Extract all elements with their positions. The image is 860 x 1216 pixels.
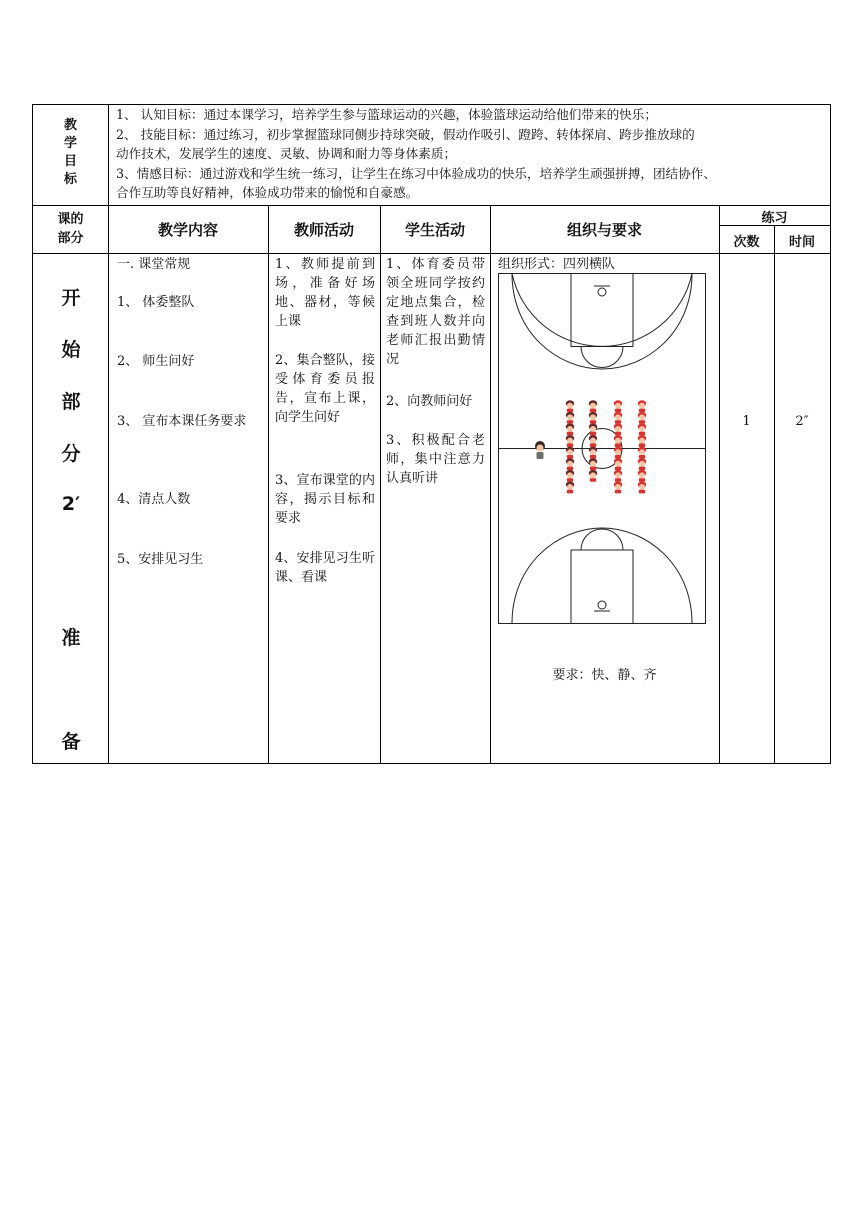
part-char: 备	[61, 731, 81, 753]
student-figure	[589, 458, 597, 470]
court-top-key	[571, 274, 633, 347]
student-figure	[566, 424, 574, 436]
header-teacher: 教师活动	[293, 221, 354, 239]
objectives-label-char: 教	[63, 118, 77, 133]
part-duration: 2′	[61, 493, 81, 515]
student-figure	[566, 458, 574, 470]
part-char: 分	[61, 443, 81, 465]
content-title: 一. 课堂常规	[117, 257, 191, 272]
header-part	[33, 210, 108, 248]
organization-requirement: 要求：快、静、齐	[552, 668, 657, 683]
student-figure	[566, 400, 574, 412]
student-figure	[589, 435, 597, 447]
student-figure	[589, 400, 597, 412]
student-figure	[589, 470, 597, 482]
teacher-activity: 4、安排见习生听课、看课	[275, 551, 375, 585]
student-figure	[614, 400, 622, 412]
court-top-basket	[598, 288, 606, 296]
basketball-court-diagram	[498, 273, 706, 624]
part-char: 准	[61, 627, 81, 649]
court-bottom-basket	[598, 601, 606, 609]
student-figure	[614, 424, 622, 436]
objective-line: 动作技术，发展学生的速度、灵敏、协调和耐力等身体素质；	[116, 146, 457, 161]
objectives-text	[116, 105, 828, 203]
student-figure	[638, 424, 646, 436]
part-char: 始	[61, 339, 81, 361]
objectives-label-char: 目	[63, 154, 77, 169]
col-divider	[268, 205, 269, 763]
student-figure	[638, 470, 646, 482]
content-item: 1、 体委整队	[117, 295, 195, 310]
objective-line: 3、情感目标：通过游戏和学生统一练习，让学生在练习中体验成功的快乐，培养学生顽强拼搏，团结协作、	[116, 165, 716, 181]
objective-line: 1、 认知目标：通过本课学习，培养学生参与篮球运动的兴趣，体验篮球运动给他们带来的快乐；	[116, 107, 657, 122]
student-formation	[566, 400, 646, 493]
court-bottom-ft-circle	[581, 529, 623, 550]
student-activity: 2、向教师问好	[386, 394, 473, 409]
header-duration: 时间	[788, 235, 815, 250]
student-figure	[589, 447, 597, 459]
lesson-plan-table	[32, 104, 831, 764]
content-item: 4、清点人数	[117, 492, 191, 507]
col-divider	[774, 225, 775, 763]
student-activity: 1、体育委员带领全班同学按约定地点集合，检查到班人数并向老师汇报出勤情况	[386, 257, 485, 367]
content-item: 3、 宣布本课任务要求	[117, 414, 247, 429]
student-activity: 3、积极配合老师，集中注意力认真听讲	[386, 433, 485, 486]
header-times: 次数	[733, 235, 760, 250]
court-top-three-arc	[512, 274, 692, 347]
content-item: 2、 师生问好	[117, 354, 195, 369]
student-figure	[566, 470, 574, 482]
row-divider	[33, 253, 830, 254]
student-figure	[614, 447, 622, 459]
content-item: 5、安排见习生	[117, 552, 204, 567]
student-figure	[638, 458, 646, 470]
student-figure	[614, 458, 622, 470]
objective-line: 2、 技能目标：通过练习，初步掌握篮球同侧步持球突破，假动作吸引、蹬跨、转体探肩、跨步推放球的	[116, 126, 695, 142]
student-figure	[614, 435, 622, 447]
court-svg	[498, 273, 706, 624]
teacher-activity: 2、集合整队，接受体育委员报告，宣布上课，向学生问好	[275, 353, 375, 425]
header-student: 学生活动	[404, 221, 465, 239]
header-organization: 组织与要求	[566, 221, 642, 239]
header-practice: 练习	[761, 211, 788, 226]
practice-duration-value: 2″	[795, 414, 809, 429]
teacher-activity: 1、教师提前到场，准备好场地、器材，等候上课	[275, 257, 375, 329]
col-divider	[380, 205, 381, 763]
court-bottom-key	[571, 550, 633, 624]
teacher-activity: 3、宣布课堂的内容，揭示目标和要求	[275, 473, 375, 526]
student-figure	[566, 482, 574, 494]
practice-times-value: 1	[742, 414, 751, 429]
objectives-label-char: 学	[63, 136, 77, 151]
student-figure	[566, 435, 574, 447]
row-divider	[33, 205, 830, 206]
header-content: 教学内容	[157, 221, 218, 239]
student-figure	[566, 412, 574, 424]
part-char: 开	[61, 287, 81, 309]
court-top-ft-circle	[581, 347, 623, 368]
teacher-figure	[535, 441, 545, 459]
header-part-line: 课的	[57, 212, 84, 227]
organization-form: 组织形式：四列横队	[498, 257, 616, 272]
student-figure	[614, 412, 622, 424]
student-figure	[638, 482, 646, 494]
part-char: 部	[61, 391, 81, 413]
student-figure	[566, 447, 574, 459]
objectives-label	[33, 117, 108, 189]
student-figure	[614, 482, 622, 494]
col-divider	[108, 105, 109, 763]
header-part-line: 部分	[57, 231, 84, 246]
student-figure	[638, 412, 646, 424]
student-figure	[589, 424, 597, 436]
student-figure	[614, 470, 622, 482]
col-divider	[719, 205, 720, 763]
student-figure	[638, 435, 646, 447]
objective-line: 合作互助等良好精神，体验成功带来的愉悦和自豪感。	[116, 185, 419, 200]
student-figure	[638, 400, 646, 412]
student-figure	[638, 447, 646, 459]
objectives-label-char: 标	[63, 172, 77, 187]
student-figure	[589, 412, 597, 424]
